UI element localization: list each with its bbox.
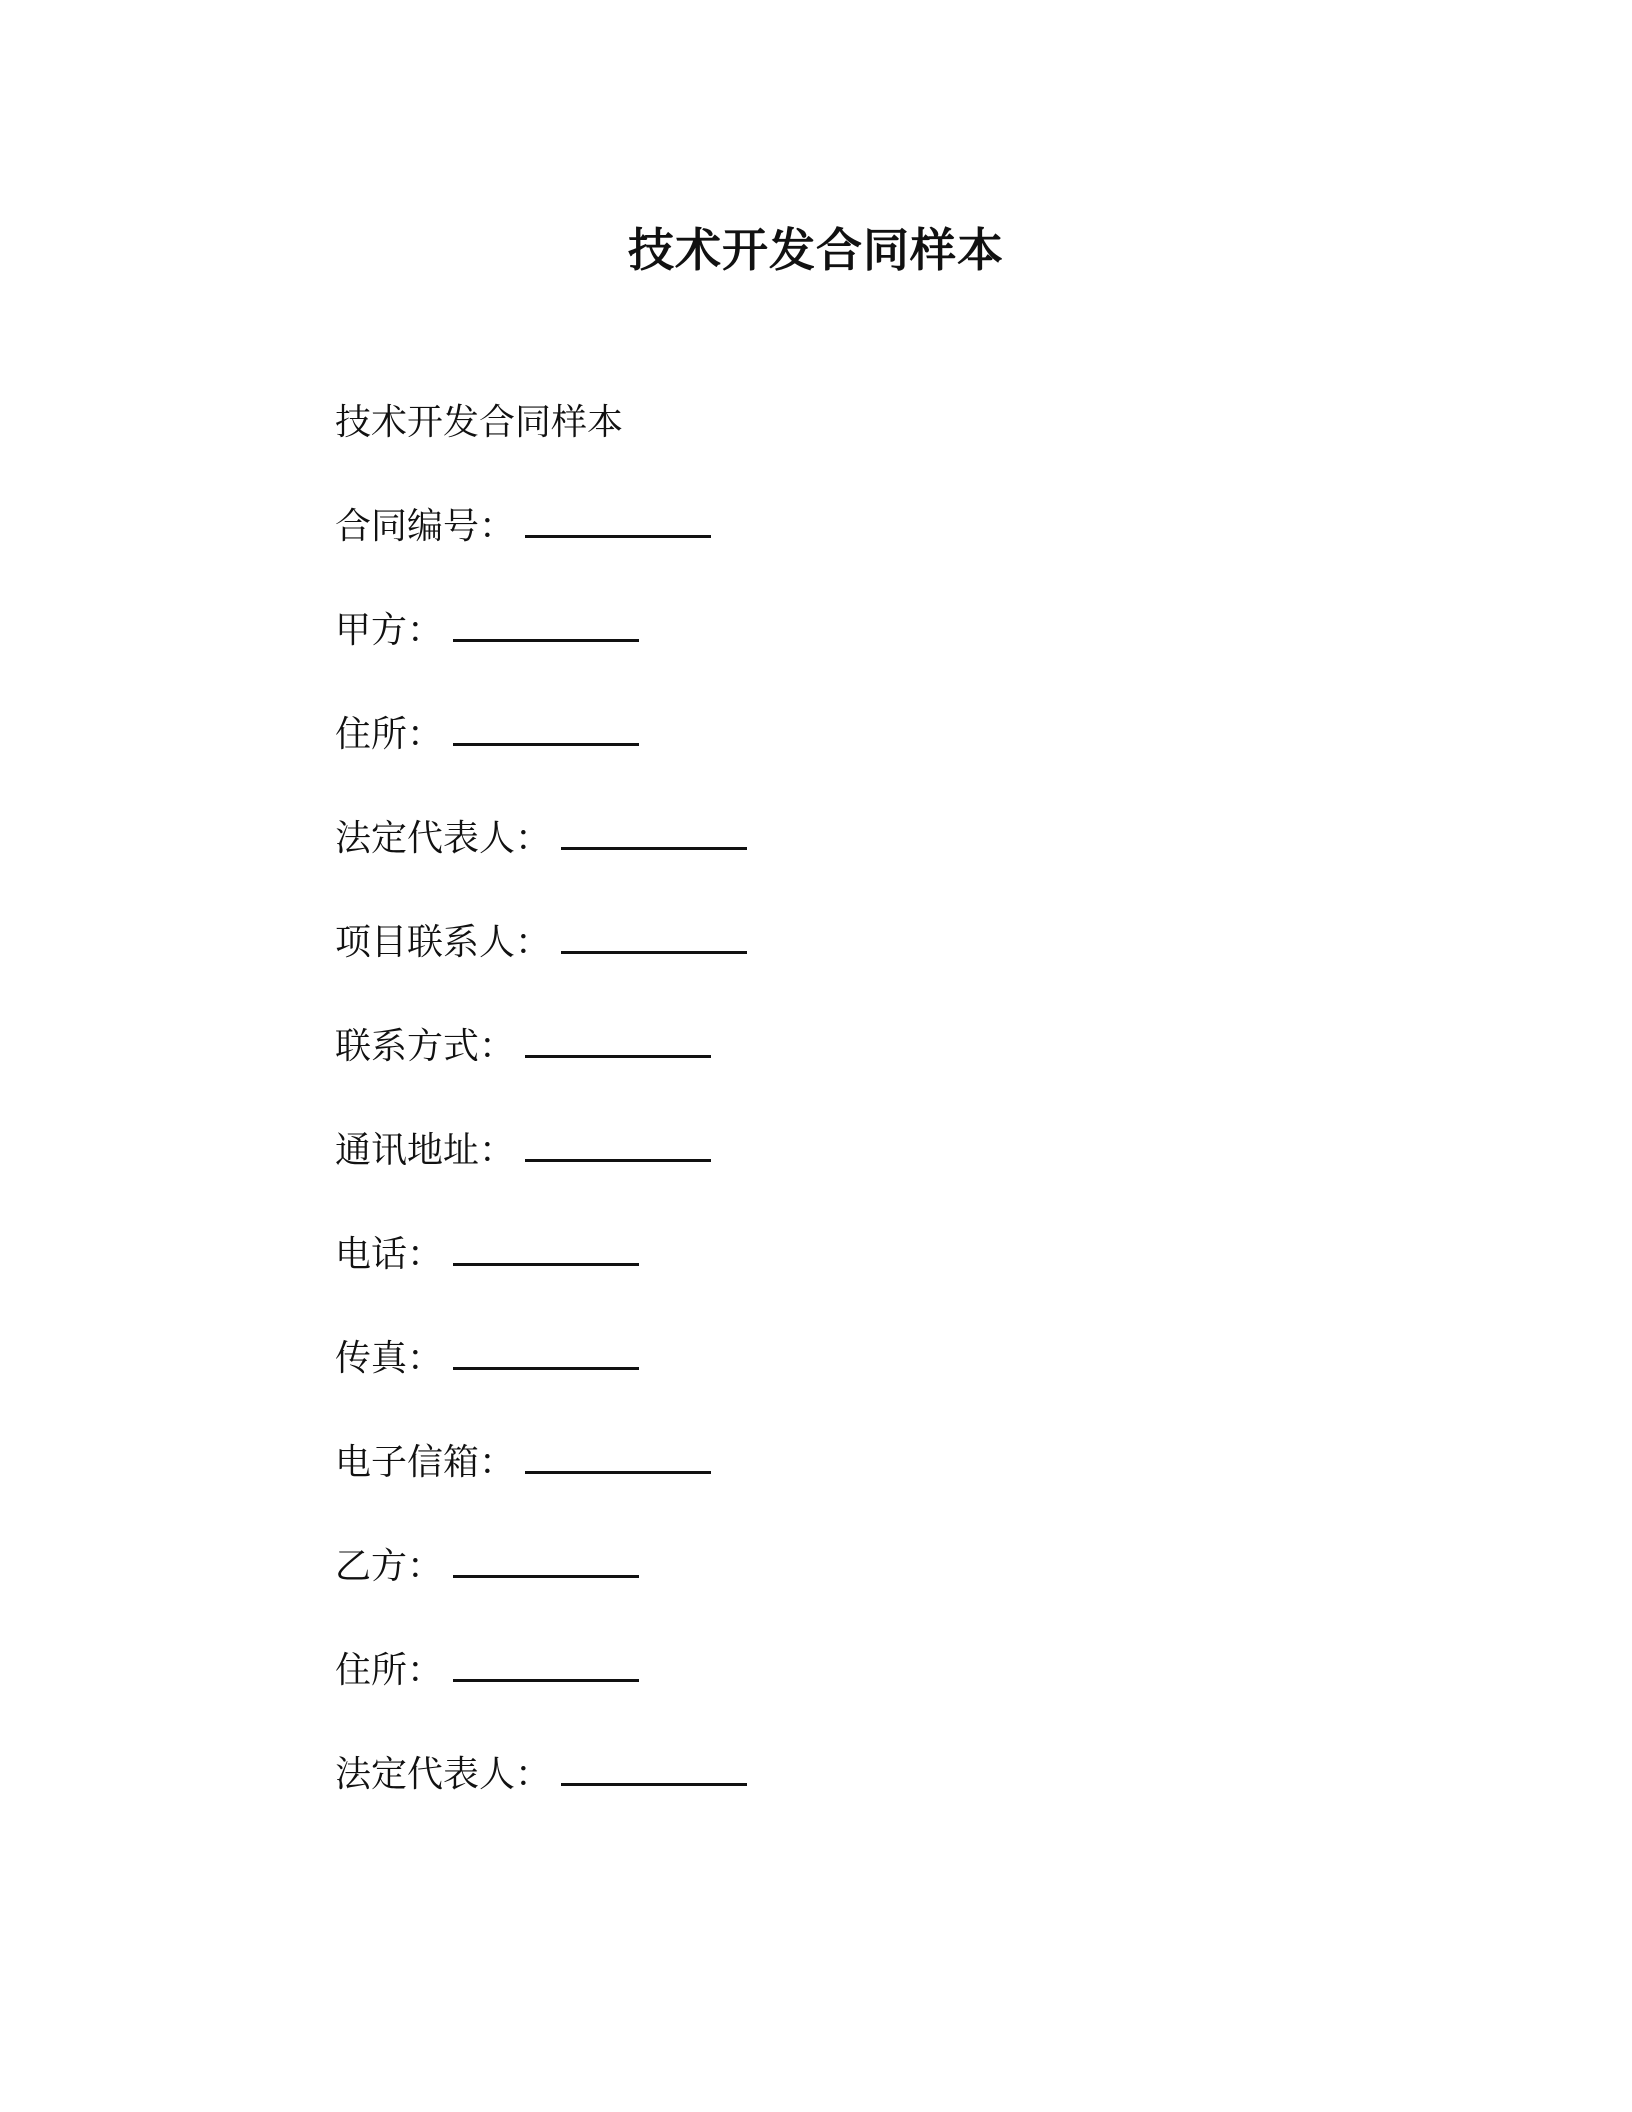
field-label: 法定代表人： bbox=[335, 1754, 552, 1795]
body-heading: 技术开发合同样本 bbox=[335, 402, 624, 443]
field-email bbox=[335, 1435, 747, 1539]
field-contact-method bbox=[335, 1019, 747, 1123]
fill-in-blank bbox=[525, 1441, 711, 1474]
field-label: 通讯地址： bbox=[335, 1130, 516, 1171]
field-label: 合同编号： bbox=[335, 506, 516, 547]
field-party-a-legal-rep bbox=[335, 811, 747, 915]
field-label: 甲方： bbox=[335, 610, 444, 651]
field-label: 法定代表人： bbox=[335, 818, 552, 859]
fill-in-blank bbox=[525, 505, 711, 538]
fill-in-blank bbox=[453, 609, 639, 642]
fill-in-blank bbox=[453, 1649, 639, 1682]
field-label: 乙方： bbox=[335, 1546, 444, 1587]
field-party-a bbox=[335, 603, 747, 707]
fill-in-blank bbox=[525, 1025, 711, 1058]
field-label: 传真： bbox=[335, 1338, 444, 1379]
field-label: 联系方式： bbox=[335, 1026, 516, 1067]
document-title: 技术开发合同样本 bbox=[628, 223, 1004, 277]
fill-in-blank bbox=[453, 1545, 639, 1578]
field-fax bbox=[335, 1331, 747, 1435]
field-label: 电子信箱： bbox=[335, 1442, 516, 1483]
fill-in-blank bbox=[453, 713, 639, 746]
field-label: 项目联系人： bbox=[335, 922, 552, 963]
fill-in-blank bbox=[561, 817, 747, 850]
field-contract-number bbox=[335, 499, 747, 603]
field-mailing-address bbox=[335, 1123, 747, 1227]
field-label: 住所： bbox=[335, 1650, 444, 1691]
field-party-a-address bbox=[335, 707, 747, 811]
fill-in-blank bbox=[525, 1129, 711, 1162]
field-label: 住所： bbox=[335, 714, 444, 755]
field-label: 电话： bbox=[335, 1234, 444, 1275]
document-body bbox=[335, 395, 747, 1851]
field-phone bbox=[335, 1227, 747, 1331]
field-party-b bbox=[335, 1539, 747, 1643]
field-party-b-address bbox=[335, 1643, 747, 1747]
field-project-contact bbox=[335, 915, 747, 1019]
field-party-b-legal-rep bbox=[335, 1747, 747, 1851]
fill-in-blank bbox=[453, 1233, 639, 1266]
fill-in-blank bbox=[453, 1337, 639, 1370]
fill-in-blank bbox=[561, 921, 747, 954]
fill-in-blank bbox=[561, 1753, 747, 1786]
